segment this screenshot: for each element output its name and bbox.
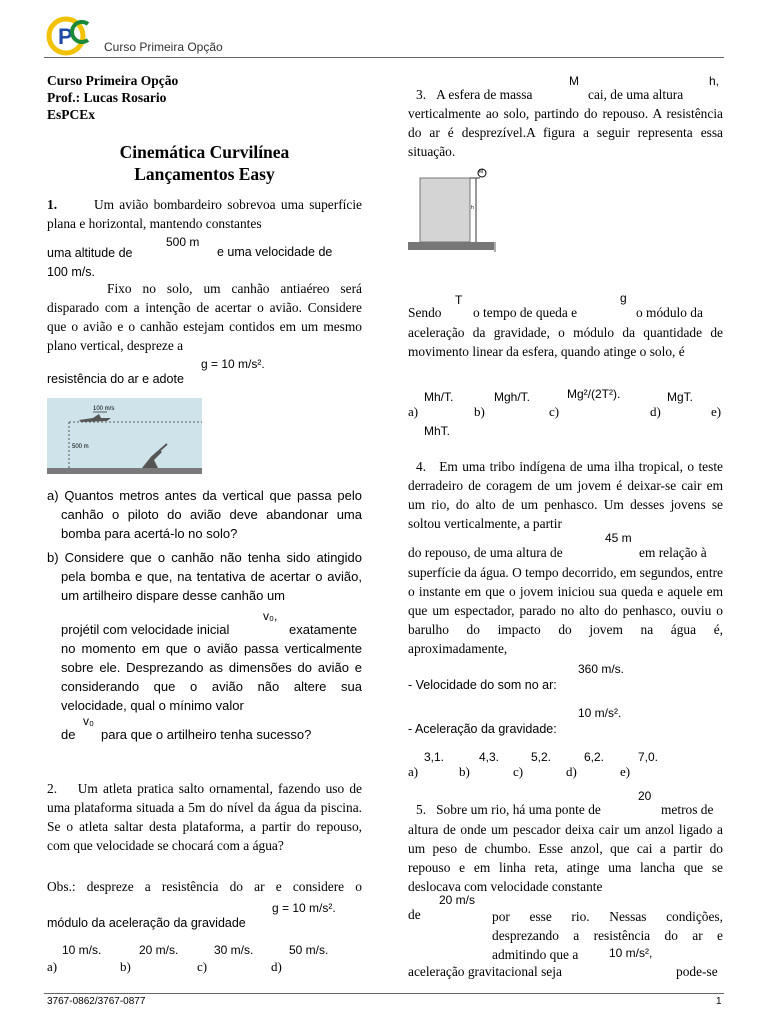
title-line1: Cinemática Curvilínea: [119, 142, 290, 162]
q4-letter-c[interactable]: c): [513, 764, 524, 779]
q4-number: 4.: [416, 459, 427, 474]
q4-letter-e[interactable]: e): [620, 764, 631, 779]
q2-answer-d: 50 m/s.: [289, 943, 329, 957]
q4-gravity: 10 m/s².: [578, 706, 622, 720]
q4-answer-d: 6,2.: [584, 750, 605, 764]
q2-answer-c: 30 m/s.: [214, 943, 254, 957]
svg-text:P: P: [58, 24, 73, 49]
q3-letter-e[interactable]: e): [711, 404, 722, 419]
q1-p1b: uma altitude de: [47, 246, 133, 260]
question-4: [408, 457, 723, 533]
question-1: [47, 195, 362, 233]
q2-p1: [47, 779, 362, 855]
q4-answer-a: 3,1.: [424, 750, 445, 764]
q5-line3: [408, 964, 723, 980]
q1-figure: [47, 398, 202, 476]
q3-p1a: A esfera de massa: [436, 87, 533, 102]
q3-T: T: [455, 293, 463, 307]
q2-letter-a[interactable]: a): [47, 959, 58, 974]
q4-p1: [408, 457, 723, 533]
q3-letter-c[interactable]: c): [549, 404, 560, 419]
q5-p2b: por esse rio. Nessas condições, desprezando a resistência do ar e admitindo que a: [492, 909, 723, 962]
q3-fig-h: h: [471, 205, 474, 211]
course-info: [47, 72, 178, 123]
q1-p1c: e uma velocidade de: [217, 245, 333, 259]
q1-b4: de: [61, 727, 76, 742]
course-name: Curso Primeira Opção: [47, 73, 179, 88]
q3-answer-b: Mgh/T.: [494, 390, 531, 404]
q5-p1b: metros de: [661, 802, 714, 817]
q4-p1-text: Em uma tribo indígena de uma ilha tropical, o teste derradeiro de coragem de um jovem é deixar-se cair em um rio, do alto de um penhasco. Um desses jovens se soltou verticalmente, a partir: [408, 459, 723, 531]
q5-height: 20: [638, 789, 652, 803]
q2-letter-c[interactable]: c): [197, 959, 208, 974]
q4-sound-speed: 360 m/s.: [578, 662, 625, 676]
q2-answer-a: 10 m/s.: [62, 943, 102, 957]
q1-b5: para que o artilheiro tenha sucesso?: [101, 727, 312, 742]
q2-obs: Obs.: despreze a resistência do ar e considere o: [47, 879, 362, 894]
q4-p2: superfície da água. O tempo decorrido, em segundos, entre o instante em que o jovem iniciou sua queda e aquele em que um espectador, parado no alto do penhasco, ouviu o barulho do impacto do jovem na água é, aproximadamente,: [408, 565, 723, 656]
q4-height: 45 m: [605, 531, 632, 545]
q1-p2: [47, 279, 362, 355]
q1-p1: Um avião bombardeiro sobrevoa uma superfície plana e horizontal, mantendo constantes: [47, 197, 362, 231]
q4-answer-c: 5,2.: [531, 750, 552, 764]
q1-p2-text: Fixo no solo, um canhão antiaéreo será disparado com a intenção de acertar o avião. Considere que o avião e o canhão estejam contidos em um mesmo plano vertical, despreze a: [47, 281, 362, 353]
q3-p2a: Sendo: [408, 305, 442, 320]
footer-phone: 3767-0862/3767-0877: [47, 996, 146, 1007]
q3-letter-b[interactable]: b): [474, 404, 485, 419]
q4-p2a: do repouso, de uma altura de: [408, 545, 563, 560]
q1-fig-height: 500 m: [72, 444, 89, 450]
q3-letter-d[interactable]: d): [650, 404, 661, 419]
q3-p2: aceleração da gravidade, o módulo da quantidade de movimento linear da esfera, quando atinge o solo, é: [408, 325, 723, 359]
q1-item-b: [47, 548, 362, 605]
q1-figure-svg: [47, 398, 202, 476]
q4-answer-b: 4,3.: [479, 750, 500, 764]
q3-p1: verticalmente ao solo, partindo do repouso. A resistência do ar é desprezível.A figura a seguir representa essa situação.: [408, 106, 723, 159]
q3-p2c: o módulo da: [636, 305, 703, 320]
q1-b2: projétil com velocidade inicial: [61, 622, 230, 637]
page-title: [47, 141, 362, 185]
q1-gravity: g = 10 m/s².: [201, 357, 265, 371]
q3-g: g: [620, 291, 627, 305]
q3-number: 3.: [416, 87, 427, 102]
q2-answer-b: 20 m/s.: [139, 943, 179, 957]
q3-answer-c: Mg²/(2T²).: [567, 387, 621, 401]
q1-paragraph-2: [47, 279, 362, 355]
q2-gravity: g = 10 m/s².: [272, 901, 336, 915]
q4-letter-d[interactable]: d): [566, 764, 577, 779]
q4-letter-a[interactable]: a): [408, 764, 419, 779]
q1-line-altitude: [47, 245, 362, 261]
q2-letter-d[interactable]: d): [271, 959, 282, 974]
q3-paragraph-2: [408, 323, 723, 361]
q2-number: 2.: [47, 781, 58, 796]
q1-p3: resistência do ar e adote: [47, 372, 184, 386]
q1-altitude-value: 500 m: [166, 235, 200, 249]
header-brand: Curso Primeira Opção: [104, 40, 223, 54]
q5-paragraph: [408, 820, 723, 896]
exam-name: EsPCEx: [47, 107, 96, 122]
q3-p2b: o tempo de queda e: [473, 305, 578, 320]
q3-letter-a[interactable]: a): [408, 404, 419, 419]
page-number: 1: [716, 996, 722, 1007]
q4-l2: - Aceleração da gravidade:: [408, 722, 557, 736]
q1-speed: 100 m/s.: [47, 265, 95, 279]
q4-l1: - Velocidade do som no ar:: [408, 678, 557, 692]
professor: Prof.: Lucas Rosario: [47, 90, 167, 105]
q5-speed: 20 m/s: [439, 893, 476, 907]
q5-p3a: aceleração gravitacional seja: [408, 964, 562, 979]
footer-rule: [44, 993, 724, 994]
q3-answer-a: Mh/T.: [424, 390, 454, 404]
q1-b3-text: exatamente no momento em que o avião passa verticalmente sobre ele. Desprezando as dimensões do avião e considerando que o avião não altere sua velocidade, qual o mínimo valor: [61, 622, 362, 713]
q3-line2: [408, 305, 723, 321]
q1-fig-speed: 100 m/s: [93, 406, 115, 412]
q1-v0: v₀,: [263, 609, 278, 623]
q2-obs2: módulo da aceleração da gravidade: [47, 916, 246, 930]
q4-answer-e: 7,0.: [638, 750, 659, 764]
q5-p3b: pode-se: [676, 964, 718, 979]
q5-p1a: Sobre um rio, há uma ponte de: [436, 802, 601, 817]
q1-a: a) Quantos metros antes da vertical que passa pelo canhão o piloto do avião deve abandonar uma bomba para acertá-lo no solo?: [47, 488, 362, 541]
q1-item-b-cont: [61, 620, 362, 715]
title-line2: Lançamentos Easy: [134, 164, 275, 184]
q5-p1: altura de onde um pescador deixa cair um anzol ligado a um peso de chumbo. Esse anzol, que cai a partir do repouso e em linha reta, atinge uma lancha que se deslocava com velocidade constante: [408, 822, 723, 894]
q5-gravity: 10 m/s²,: [609, 946, 653, 960]
q3-M: M: [569, 74, 579, 88]
q3-figure-svg: [406, 168, 498, 254]
q4-line2: [408, 545, 723, 561]
logo: [44, 14, 104, 56]
q5-line1: [408, 802, 723, 818]
header-rule: [44, 57, 724, 58]
q3-figure: [406, 168, 498, 254]
q1-v0b: v₀: [83, 714, 94, 728]
q3-answer-d: MgT.: [667, 390, 694, 404]
question-2: [47, 779, 362, 855]
q5-number: 5.: [416, 802, 427, 817]
q4-letter-b[interactable]: b): [459, 764, 470, 779]
q3-fig-m: M: [479, 169, 484, 175]
q1-b3: [61, 620, 362, 715]
q4-p2b: em relação à: [639, 545, 707, 560]
q3-h: h,: [709, 74, 720, 88]
q1-item-a: [47, 486, 362, 543]
q4-paragraph-2: [408, 563, 723, 658]
q1-b1: b) Considere que o canhão não tenha sido atingido pela bomba e que, na tentativa de acertar o avião, um artilheiro dispare desse canhão um: [47, 550, 362, 603]
q1-number: 1.: [47, 197, 58, 212]
q2-letter-b[interactable]: b): [120, 959, 131, 974]
logo-graphic: [44, 14, 104, 56]
q3-p1b: cai, de uma altura: [588, 87, 684, 102]
q1-text-1: [47, 195, 362, 233]
q2-p1-text: Um atleta pratica salto ornamental, fazendo uso de uma plataforma situada a 5m do nível da água da piscina. Se o atleta saltar desta plataforma, a partir do repouso, com que velocidade se chocará com a água?: [47, 781, 362, 853]
q5-p2a: de: [408, 907, 421, 922]
q3-answer-e: MhT.: [424, 424, 451, 438]
q3-line1: [408, 87, 532, 103]
q3-paragraph: [408, 104, 723, 161]
